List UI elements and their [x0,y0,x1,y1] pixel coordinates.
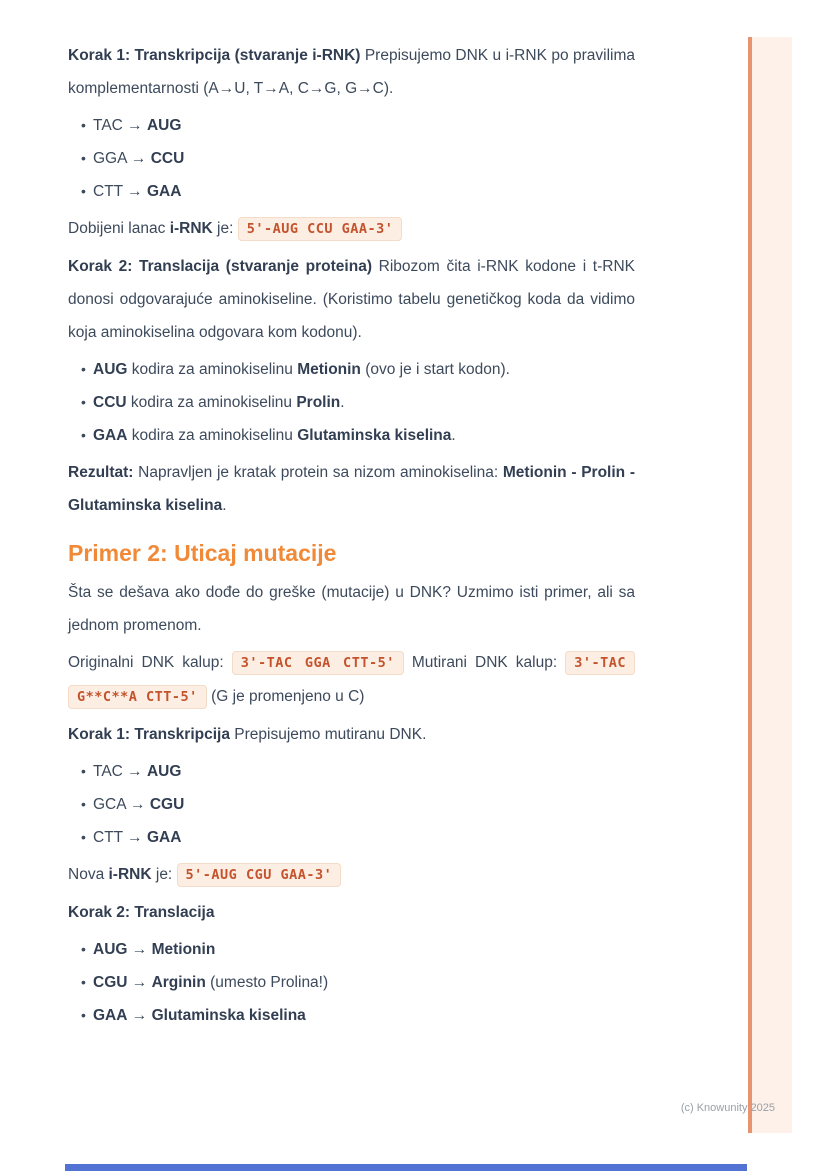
list-item [68,175,635,208]
text-run: → [127,941,152,958]
bold-text: CCU [93,394,127,411]
paragraph [68,456,635,522]
code-chip: 3'-TAC G**C**A CTT-5' [68,651,635,709]
text-run: TAC → [93,117,147,134]
text-run: . [222,497,227,514]
bold-text: Glutaminska kiselina [151,1007,306,1024]
paragraph [68,718,635,751]
bold-text: Korak 2: Translacija (stvaranje proteina) [68,258,372,275]
paragraph [68,250,635,349]
bold-text: AUG [93,361,128,378]
list-item [68,353,635,386]
paragraph [68,858,635,892]
code-chip: 5'-AUG CCU GAA-3' [238,217,403,241]
list-item [68,142,635,175]
list-item [68,966,635,999]
text-run: . [451,427,456,444]
section-heading: Primer 2: Uticaj mutacije [68,540,337,566]
text-run: Mutirani DNK kalup: [403,654,566,671]
bold-text: CGU [149,796,185,813]
text-run: Nova [68,866,109,883]
bold-text: Metionin [297,361,361,378]
text-run: → [127,974,152,991]
bullet-list [68,755,635,854]
page-edge-strip-fill [752,37,792,1133]
code-chip: 5'-AUG CGU GAA-3' [177,863,342,887]
list-item [68,419,635,452]
list-item [68,386,635,419]
page-edge-strip-line [748,37,752,1133]
text-run: je: [151,866,177,883]
footer-copyright: (c) Knowunity 2025 [680,1102,775,1114]
paragraph [68,646,635,714]
document-content [68,35,635,1036]
text-run: Napravljen je kratak protein sa nizom aminokiselina: [133,464,503,481]
bold-text: i-RNK [108,866,152,883]
text-run: GCA → [93,796,150,813]
text-run: (umesto Prolina!) [205,974,329,991]
text-run: CTT → [93,829,147,846]
paragraph [68,896,635,929]
bold-text: Korak 1: Transkripcija (stvaranje i-RNK) [68,47,361,64]
list-item [68,109,635,142]
text-run: Dobijeni lanac [68,220,170,237]
text-run: → [127,1007,152,1024]
bold-text: Rezultat: [68,464,134,481]
text-run: Prepisujemo mutiranu DNK. [229,726,427,743]
bold-text: Metionin [151,941,216,958]
text-run: GGA → [93,150,151,167]
text-run: kodira za aminokiselinu [126,394,297,411]
text-run: Prepisujemo DNK u i-RNK po pravilima komplementarnosti (A→U, T→A, C→G, G→C). [68,47,635,97]
paragraph [68,576,635,642]
text-run: kodira za aminokiselinu [127,361,298,378]
list-item [68,788,635,821]
text-run: Šta se dešava ako dođe do greške (mutacije) u DNK? Uzmimo isti primer, ali sa jednom promenom. [68,584,635,634]
bullet-list [68,353,635,452]
bold-text: Korak 1: Transkripcija [68,726,230,743]
bold-text: GAA [93,1007,128,1024]
paragraph [68,39,635,105]
bold-text: AUG [93,941,128,958]
list-item [68,999,635,1032]
bullet-list [68,109,635,208]
bold-text: CGU [93,974,128,991]
bold-text: GAA [93,427,128,444]
bold-text: Arginin [151,974,206,991]
text-run: Ribozom čita i-RNK kodone i t-RNK donosi odgovarajuće aminokiseline. (Koristimo tabelu genetičkog koda da vidimo koja aminokiselina odgovara kom kodonu). [68,258,635,341]
text-run: TAC → [93,763,147,780]
list-item [68,933,635,966]
bold-text: AUG [146,117,182,134]
next-page-top-bar [65,1164,747,1171]
bold-text: i-RNK [169,220,213,237]
text-run: . [340,394,345,411]
bold-text: Metionin - Prolin - Glutaminska kiselina [68,464,635,514]
bold-text: AUG [146,763,182,780]
list-item [68,755,635,788]
bold-text: GAA [146,183,182,200]
bold-text: Glutaminska kiselina [297,427,452,444]
bold-text: Prolin [296,394,341,411]
text-run: CTT → [93,183,147,200]
bullet-list [68,933,635,1032]
text-run: je: [212,220,238,237]
text-run: kodira za aminokiselinu [127,427,298,444]
code-chip: 3'-TAC GGA CTT-5' [232,651,404,675]
text-run: (ovo je i start kodon). [360,361,510,378]
bold-text: GAA [146,829,182,846]
text-run: (G je promenjeno u C) [206,688,365,705]
paragraph [68,212,635,246]
bold-text: Korak 2: Translacija [68,904,215,921]
bold-text: CCU [150,150,185,167]
text-run: Originalni DNK kalup: [68,654,232,671]
list-item [68,821,635,854]
